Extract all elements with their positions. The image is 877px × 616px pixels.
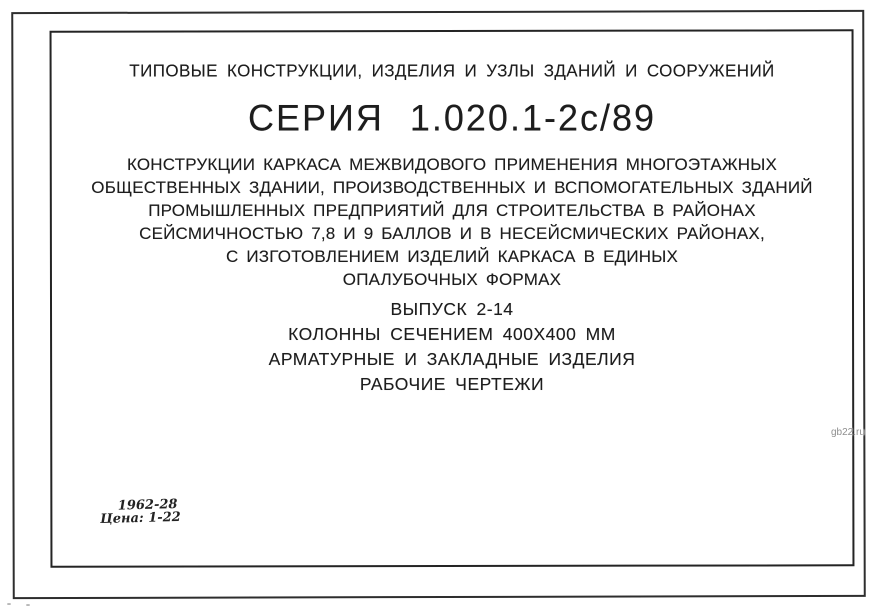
document-header: ТИПОВЫЕ КОНСТРУКЦИИ, ИЗДЕЛИЯ И УЗЛЫ ЗДАНИЙ И СООРУЖЕНИЙ <box>129 60 775 81</box>
issue-contents: АРМАТУРНЫЕ И ЗАКЛАДНЫЕ ИЗДЕЛИЯ <box>268 349 636 369</box>
document-description <box>52 153 852 291</box>
scan-speck <box>26 604 30 606</box>
stamp-price: Цена: 1-22 <box>99 509 181 528</box>
scan-speck <box>7 603 11 605</box>
issue-drawing-type: РАБОЧИЕ ЧЕРТЕЖИ <box>359 374 545 394</box>
description-line: ОБЩЕСТВЕННЫХ ЗДАНИИ, ПРОИЗВОДСТВЕННЫХ И ВСПОМОГАТЕЛЬНЫХ ЗДАНИЙ <box>91 178 813 197</box>
stamp-code: 1962-28 <box>117 497 178 514</box>
price-stamp <box>100 498 181 526</box>
description-line: С ИЗГОТОВЛЕНИЕМ ИЗДЕЛИЙ КАРКАСА В ЕДИНЫХ <box>225 247 679 266</box>
watermark-text: gb22.ru <box>831 427 865 438</box>
issue-subject: КОЛОННЫ СЕЧЕНИЕМ 400X400 ММ <box>288 324 616 344</box>
series-title: СЕРИЯ 1.020.1-2с/89 <box>247 96 657 139</box>
issue-number: ВЫПУСК 2-14 <box>390 299 514 319</box>
description-line: СЕЙСМИЧНОСТЬЮ 7,8 И 9 БАЛЛОВ И В НЕСЕЙСМИЧЕСКИХ РАЙОНАХ, <box>139 224 765 243</box>
description-line: ОПАЛУБОЧНЫХ ФОРМАХ <box>342 270 562 289</box>
description-line: КОНСТРУКЦИИ КАРКАСА МЕЖВИДОВОГО ПРИМЕНЕНИЯ МНОГОЭТАЖНЫХ <box>126 155 778 174</box>
issue-info <box>52 297 852 397</box>
description-line: ПРОМЫШЛЕННЫХ ПРЕДПРИЯТИЙ ДЛЯ СТРОИТЕЛЬСТВА В РАЙОНАХ <box>148 201 756 220</box>
